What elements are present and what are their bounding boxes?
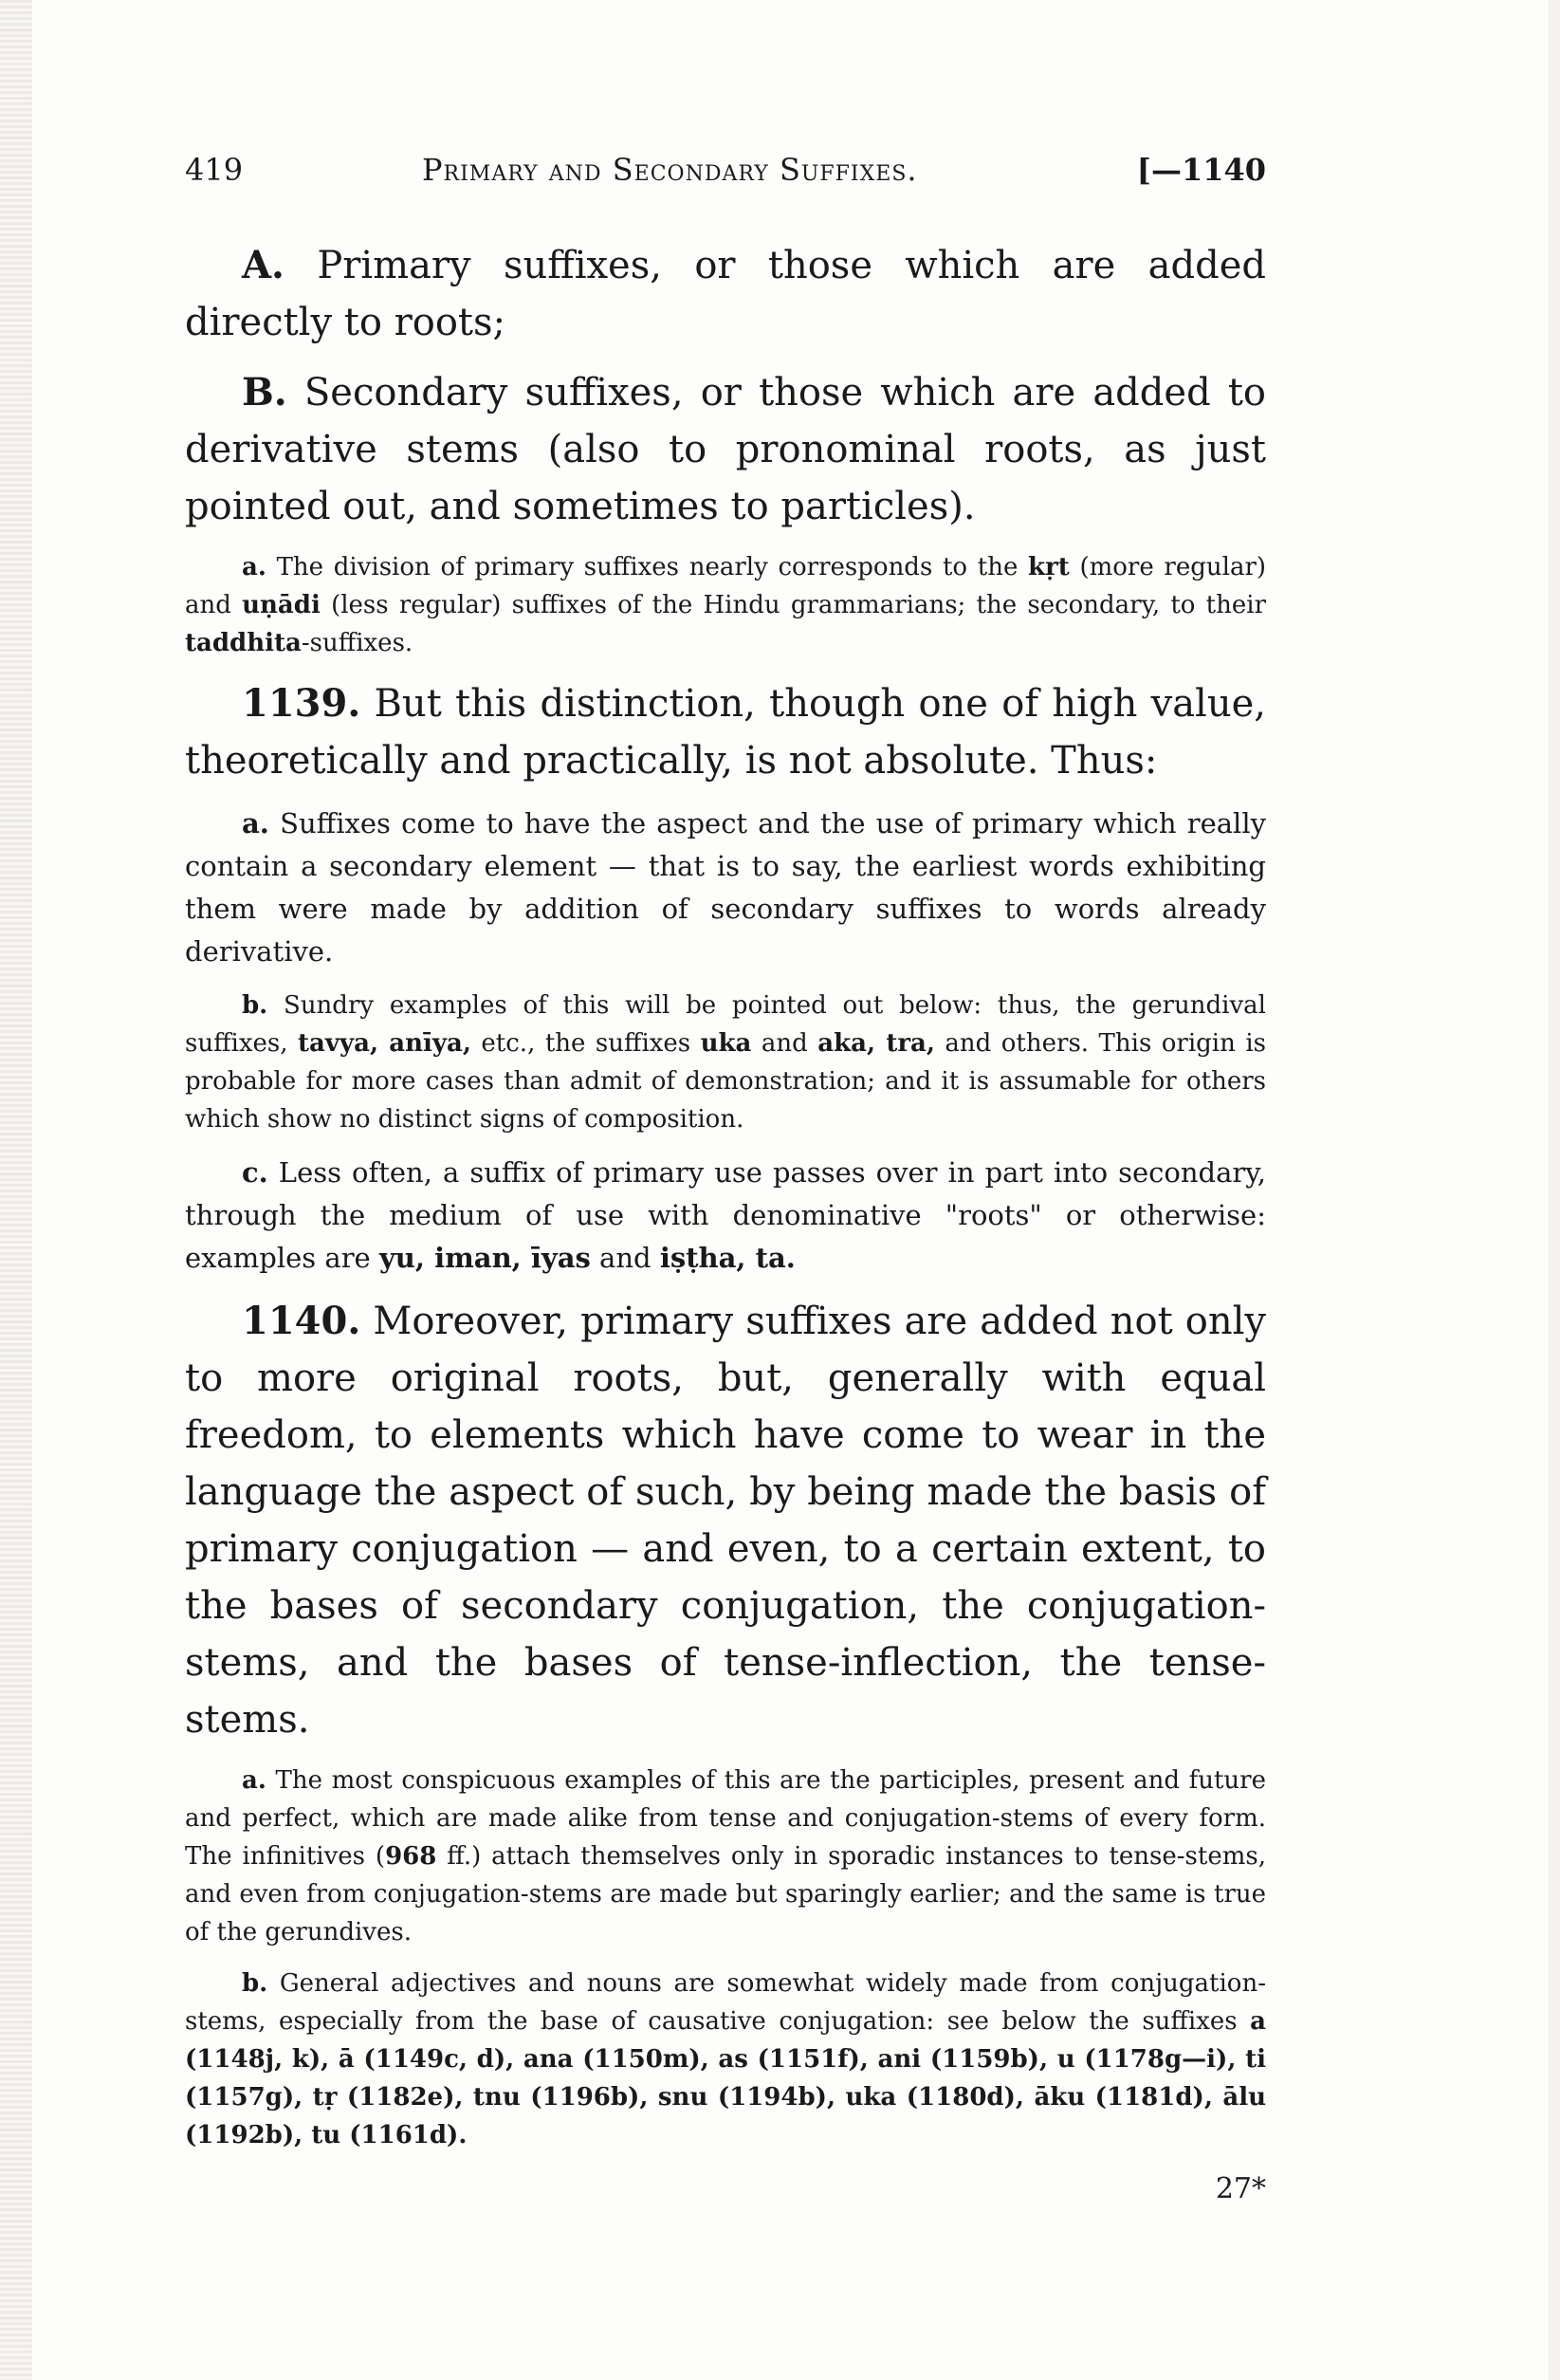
text-run: General adjectives and nouns are somewhat widely made from conjugation-stems, especially from the base of causative conjugation: see below the suffixes [185,1969,1266,2036]
sanskrit-term: iṣṭha, ta. [659,1242,796,1274]
paragraph-label: a. [242,1766,266,1795]
running-title: Primary and Secondary Suffixes. [422,152,918,188]
running-head [185,152,1266,197]
sanskrit-term: tavya, anīya, [298,1029,471,1058]
paragraph-1139a [185,803,1266,973]
sanskrit-term: taddhita [185,629,302,657]
text-run: The most conspicuous examples of this are the participles, present and future and perfect, which are made alike from tense and conjugation-stems of every form. The infinitives ( [185,1766,1266,1871]
text-run: etc., the suffixes [470,1029,701,1058]
paragraph-1139c [185,1152,1266,1280]
paragraph-label: a. [242,807,269,839]
paragraph-1138a [185,548,1266,662]
paragraph-label: B. [242,370,287,415]
suffix-list: a (1148j, k), ā (1149c, d), ana (1150m), as (1151f), ani (1159b), u (1178g—i), ti (1157g), tṛ (1182e), tnu (1196b), snu (1194b), uka (1180d), āku (1181d), ālu (1192b), tu (1161d). [185,2007,1266,2149]
text-run: (more regular) and [185,553,1267,619]
paragraph-label: a. [242,553,266,581]
paragraph-B [185,364,1266,535]
paragraph-1139 [185,675,1266,789]
paragraph-label: b. [242,1969,268,1998]
body-text [185,237,1266,2168]
paragraph-text: Moreover, primary suffixes are added not only to more original roots, but, generally with equal freedom, to elements which have come to wear in the language the aspect of such, by being made the basis of primary conjugation — and even, to a certain extent, to the bases of secondary conjugation, the conjugation-stems, and the bases of tense-inflection, the tense-stems. [185,1300,1266,1742]
section-reference: [—1140 [1136,152,1266,188]
text-run: The division of primary suffixes nearly corresponds to the [266,553,1029,581]
text-run: Sundry examples of this will be pointed out below: thus, the gerundival suffixes, [185,991,1266,1058]
text-run: ff.) attach themselves only in sporadic instances to tense-stems, and even from conjugation-stems are made but sparingly earlier; and the same is true of the gerundives. [185,1842,1266,1946]
paragraph-text: But this distinction, though one of high value, theoretically and practically, is not absolute. Thus: [185,682,1266,783]
text-run: and [751,1029,818,1058]
paragraph-text: Secondary suffixes, or those which are added to derivative stems (also to pronominal roots, as just pointed out, and sometimes to particles). [185,371,1266,528]
paragraph-1139b [185,987,1266,1138]
sanskrit-term: kṛt [1028,553,1070,581]
section-number: 1140. [242,1299,361,1343]
paragraph-1140 [185,1293,1266,1748]
text-run: -suffixes. [301,629,413,657]
scan-edge-right [1549,0,1560,2380]
section-number: 1139. [242,681,361,726]
cross-reference: 968 [385,1842,437,1871]
paragraph-label: A. [242,243,284,287]
text-run: Less often, a suffix of primary use passes over in part into secondary, through the medium of use with denominative "roots" or otherwise: examples are [185,1156,1266,1274]
paragraph-label: b. [242,991,268,1020]
text-run: and others. This origin is probable for more cases than admit of demonstration; and it is assumable for others which show no distinct signs of composition. [185,1029,1267,1134]
paragraph-1140a [185,1762,1266,1951]
text-run: (less regular) suffixes of the Hindu grammarians; the secondary, to their [320,591,1266,619]
sanskrit-term: uṇādi [242,591,321,619]
page-number: 419 [185,152,244,188]
sanskrit-term: aka, tra, [817,1029,935,1058]
sanskrit-term: yu, iman, īyas [378,1242,591,1274]
paragraph-A [185,237,1266,351]
paragraph-label: c. [242,1156,268,1189]
text-run: and [590,1242,660,1274]
paragraph-text: Primary suffixes, or those which are added directly to roots; [185,244,1266,344]
paragraph-1140b [185,1965,1266,2154]
signature-mark: 27* [1215,2172,1266,2205]
paragraph-text: Suffixes come to have the aspect and the use of primary which really contain a secondary element — that is to say, the earliest words exhibiting them were made by addition of secondary suffixes to words already derivative. [185,807,1266,968]
scan-edge-left [0,0,32,2380]
sanskrit-term: uka [700,1029,752,1058]
